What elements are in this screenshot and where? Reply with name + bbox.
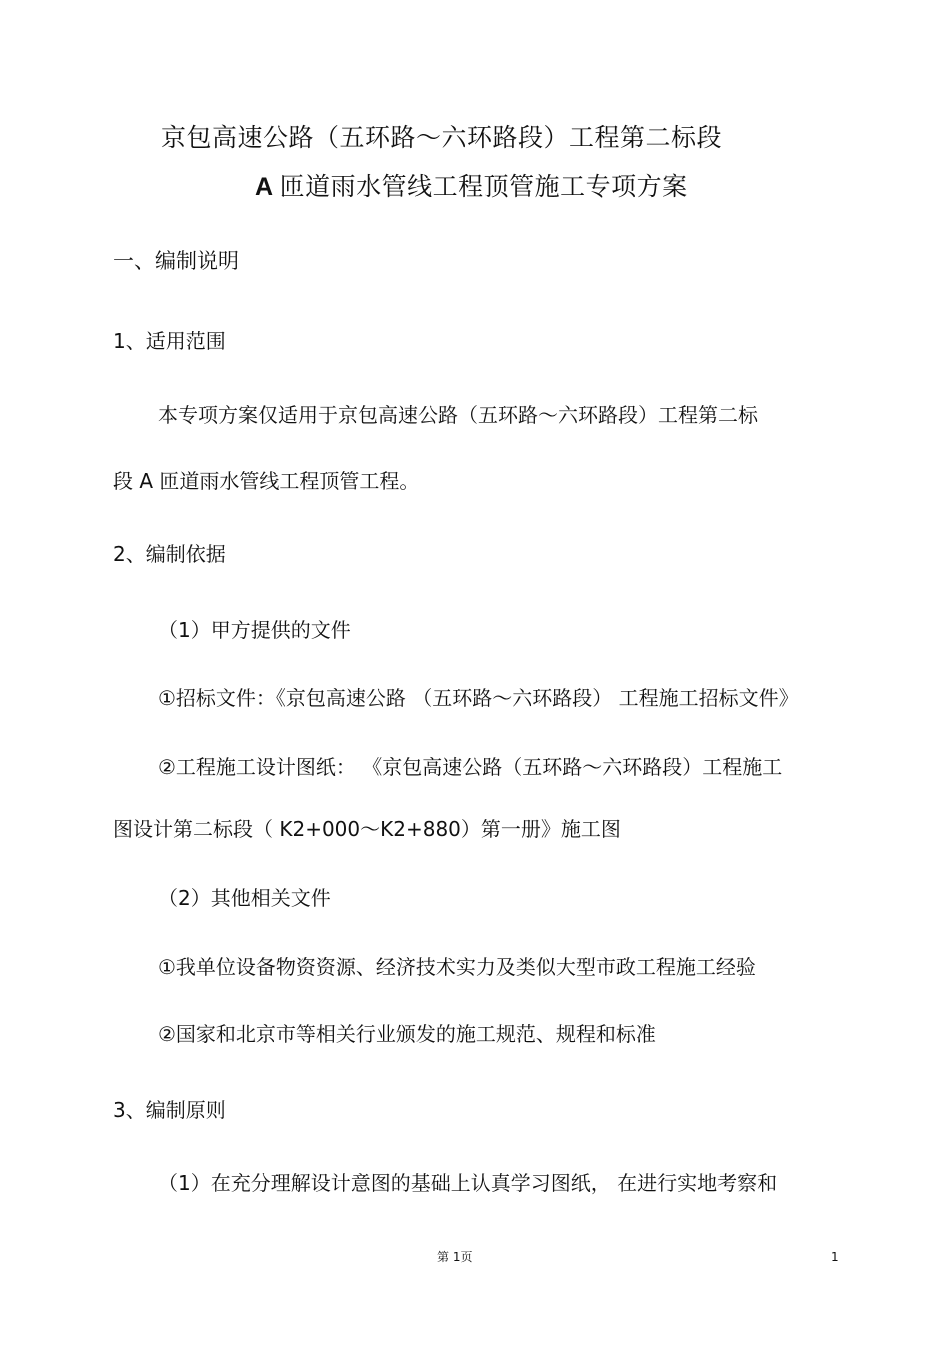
basis-item2-a: ①我单位设备物资资源、经济技术实力及类似大型市政工程施工经验 <box>158 955 756 979</box>
page-footer-label: 第 1页 <box>437 1250 473 1264</box>
subsection-heading-scope: 1、适用范围 <box>113 329 226 353</box>
subsection-heading-principles: 3、编制原则 <box>113 1098 226 1122</box>
basis-item1-heading: （1）甲方提供的文件 <box>158 618 351 642</box>
title-text: 匝道雨水管线工程顶管施工专项方案 <box>279 172 688 201</box>
basis-item2-heading: （2）其他相关文件 <box>158 886 331 910</box>
section-heading-1: 一、编制说明 <box>113 249 239 273</box>
basis-item1-a: ①招标文件：《京包高速公路 （五环路～六环路段） 工程施工招标文件》 <box>158 686 799 710</box>
basis-item1-b-line2: 图设计第二标段（ K2+000～K2+880）第一册》施工图 <box>113 817 621 841</box>
subsection-heading-basis: 2、编制依据 <box>113 542 226 566</box>
document-title-line1: 京包高速公路（五环路～六环路段）工程第二标段 <box>161 123 723 152</box>
principle-item1: （1）在充分理解设计意图的基础上认真学习图纸， 在进行实地考察和 <box>158 1171 778 1195</box>
document-title-line2 <box>255 171 688 203</box>
scope-paragraph-line2: 段 A 匝道雨水管线工程顶管工程。 <box>113 469 420 493</box>
title-prefix: A <box>255 173 274 201</box>
scope-paragraph-line1: 本专项方案仅适用于京包高速公路（五环路～六环路段）工程第二标 <box>158 403 758 427</box>
basis-item1-b-line1: ②工程施工设计图纸： 《京包高速公路（五环路～六环路段）工程施工 <box>158 755 783 779</box>
basis-item2-b: ②国家和北京市等相关行业颁发的施工规范、规程和标准 <box>158 1022 656 1046</box>
page-footer-number: 1 <box>831 1250 839 1264</box>
